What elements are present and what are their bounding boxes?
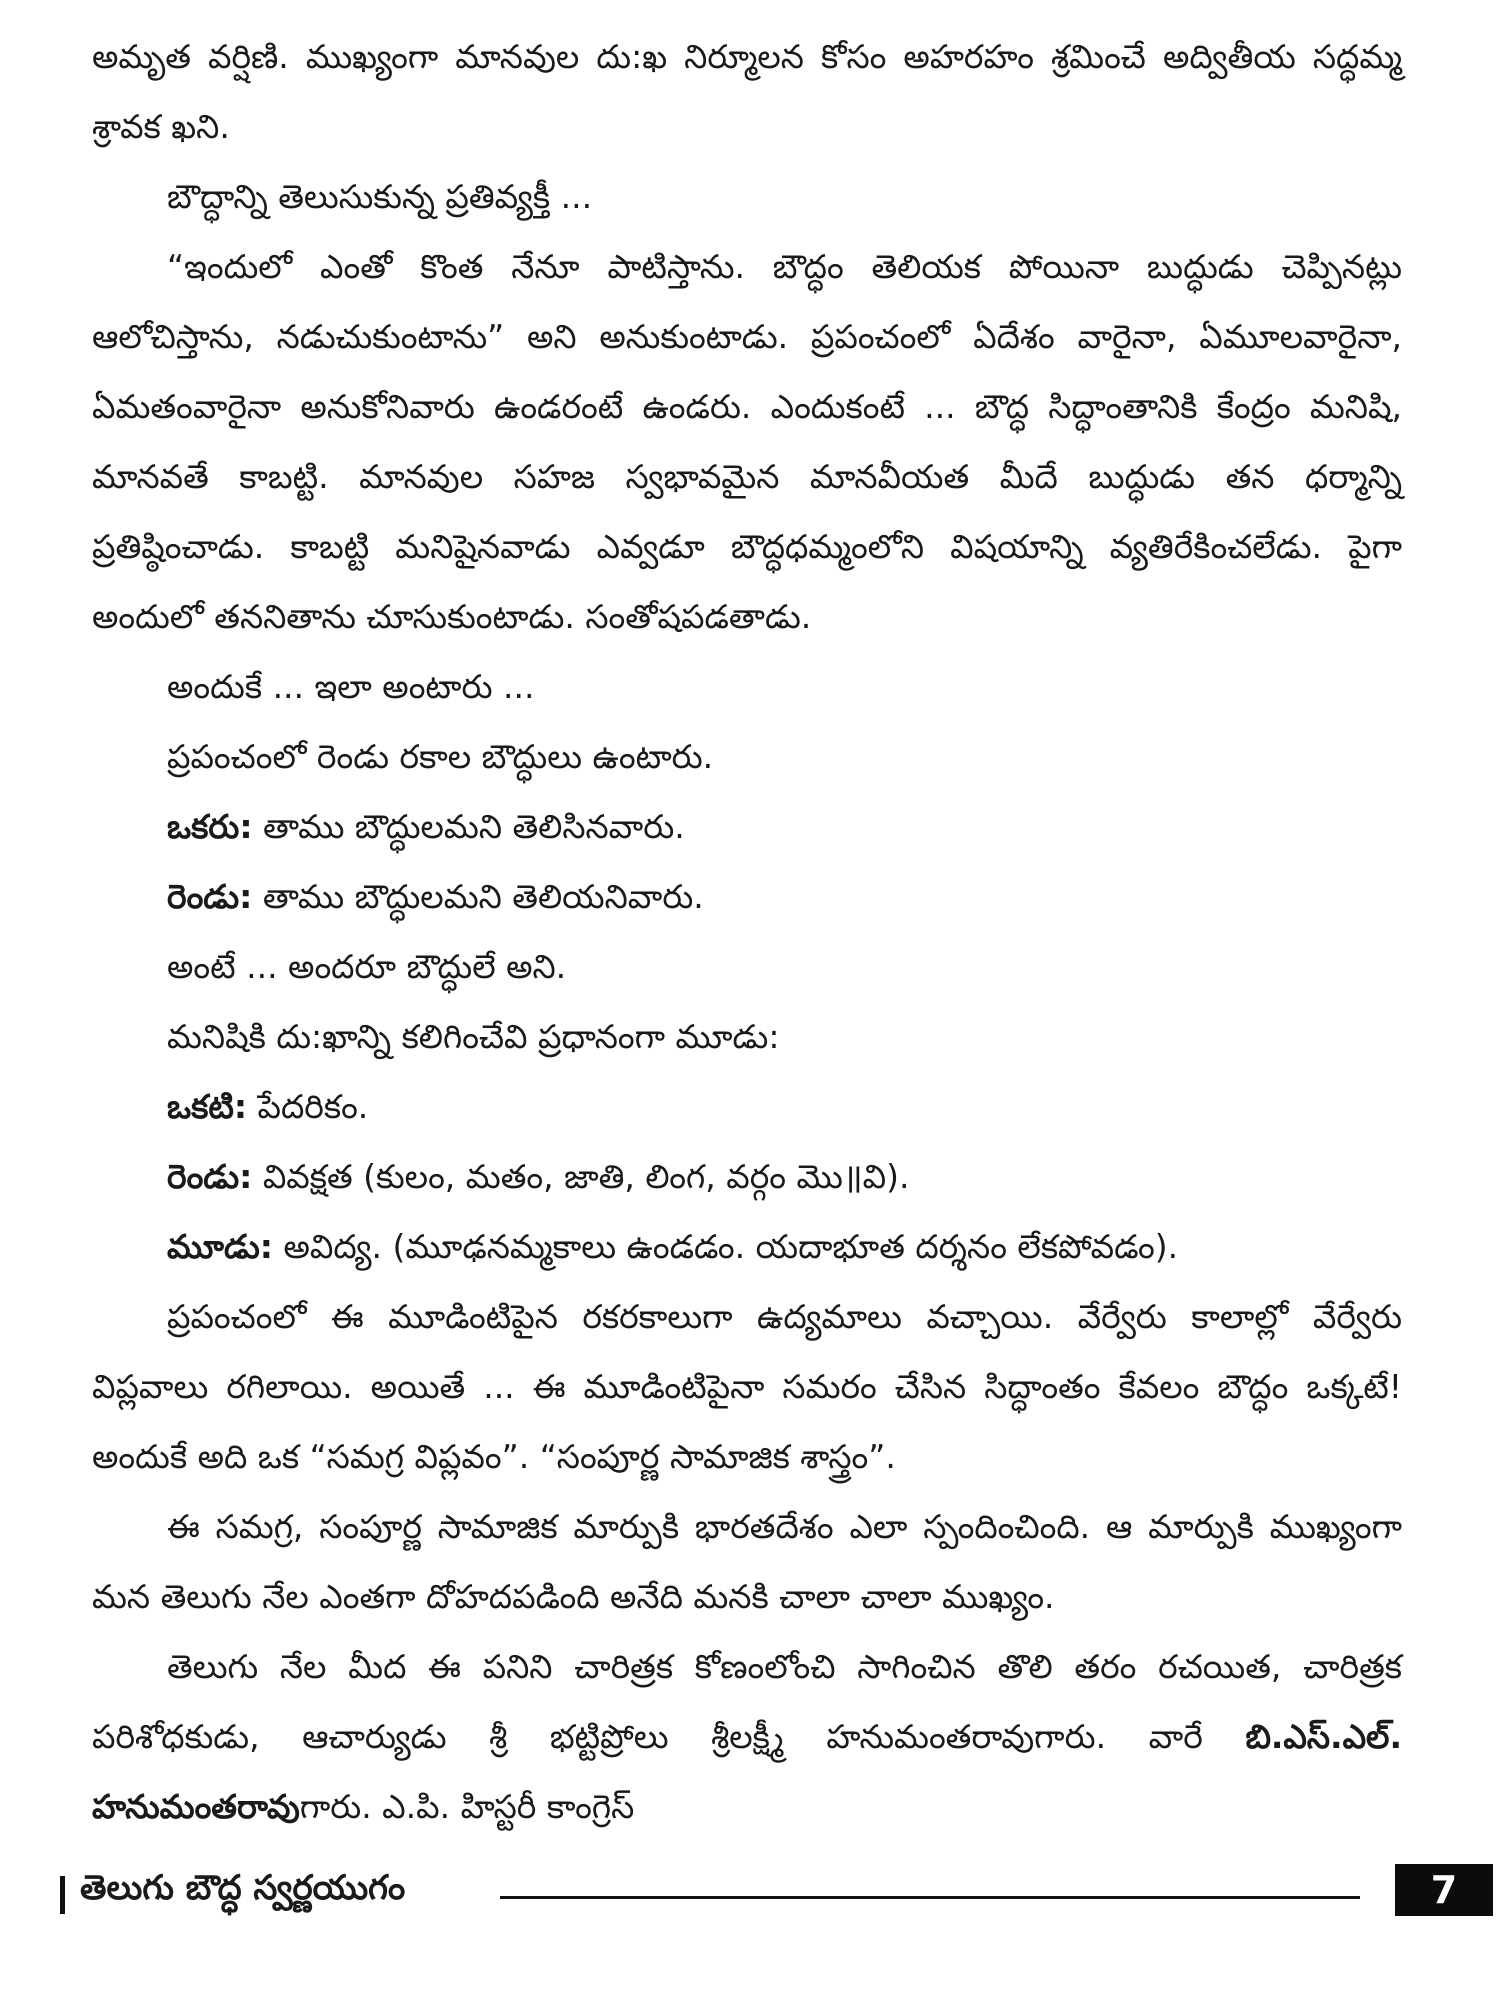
list-label: రెండు: bbox=[167, 877, 253, 916]
paragraph-2: బౌద్ధాన్ని తెలుసుకున్న ప్రతివ్యక్తీ ... bbox=[167, 177, 593, 216]
list-label: మూడు: bbox=[167, 1227, 273, 1266]
footer-bar bbox=[60, 1876, 65, 1914]
author-name: బి.ఎస్.ఎల్. హనుమంతరావు bbox=[92, 1717, 1402, 1826]
list-item-one-person: ఒకరు: తాము బౌద్ధులమని తెలిసినవారు. bbox=[167, 807, 685, 846]
list-label: రెండు: bbox=[167, 1157, 253, 1196]
list-item-poverty: ఒకటి: పేదరికం. bbox=[167, 1087, 369, 1126]
paragraph-14: ఈ సమగ్ర, సంపూర్ణ సామాజిక మార్పుకి భారతదేశం ఎలా స్పందించింది. ఆ మార్పుకి ముఖ్యంగా మన తెలుగు నేల ఎంతగా దోహదపడింది అనేది మనకి చాలా చాలా ముఖ్యం. bbox=[92, 1507, 1402, 1616]
list-item-discrimination: రెండు: వివక్షత (కులం, మతం, జాతి, లింగ, వర్గం మొ॥వి). bbox=[167, 1157, 910, 1196]
book-title: తెలుగు బౌద్ధ స్వర్ణయుగం bbox=[80, 1868, 406, 1908]
paragraph-13: ప్రపంచంలో ఈ మూడింటిపైన రకరకాలుగా ఉద్యమాలు వచ్చాయి. వేర్వేరు కాలాల్లో వేర్వేరు విప్లవాలు రగిలాయి. అయితే ... ఈ మూడింటిపైనా సమరం చేసిన సిద్ధాంతం కేవలం బౌద్ధం ఒక్కటే! అందుకే అది ఒక “సమగ్ర విప్లవం”. “సంపూర్ణ సామాజిక శాస్త్రం”. bbox=[92, 1297, 1402, 1476]
list-label: ఒకరు: bbox=[167, 807, 253, 846]
list-item-two-person: రెండు: తాము బౌద్ధులమని తెలియనివారు. bbox=[167, 877, 704, 916]
paragraph-1: అమృత వర్షిణి. ముఖ్యంగా మానవుల దు:ఖ నిర్మూలన కోసం అహరహం శ్రమించే అద్వితీయ సద్ధమ్మ శ్రావక ఖని. bbox=[92, 37, 1402, 146]
paragraph-9: మనిషికి దు:ఖాన్ని కలిగించేవి ప్రధానంగా మూడు: bbox=[167, 1017, 780, 1056]
paragraph-3: “ఇందులో ఎంతో కొంత నేనూ పాటిస్తాను. బౌద్ధం తెలియక పోయినా బుద్ధుడు చెప్పినట్లు ఆలోచిస్తాను, నడుచుకుంటాను” అని అనుకుంటాడు. ప్రపంచంలో ఏదేశం వారైనా, ఏమూలవారైనా, ఏమతంవారైనా అనుకోనివారు ఉండరంటే ఉండరు. ఎందుకంటే ... బౌద్ధ సిద్ధాంతానికి కేంద్రం మనిషి, మానవతే కాబట్టి. మానవుల సహజ స్వభావమైన మానవీయత మీదే బుద్ధుడు తన ధర్మాన్ని ప్రతిష్ఠించాడు. కాబట్టి మనిషైనవాడు ఎవ్వడూ బౌద్ధధమ్మంలోని విషయాన్ని వ్యతిరేకించలేడు. పైగా అందులో తననితాను చూసుకుంటాడు. సంతోషపడతాడు. bbox=[92, 247, 1402, 636]
page-footer bbox=[60, 1860, 1458, 1920]
footer-rule bbox=[500, 1896, 1360, 1899]
body-text bbox=[92, 22, 1402, 1842]
paragraph-4: అందుకే ... ఇలా అంటారు ... bbox=[167, 667, 535, 706]
page-number: 7 bbox=[1395, 1864, 1493, 1916]
paragraph-8: అంటే ... అందరూ బౌద్ధులే అని. bbox=[167, 947, 567, 986]
paragraph-5: ప్రపంచంలో రెండు రకాల బౌద్ధులు ఉంటారు. bbox=[167, 737, 714, 776]
list-label: ఒకటి: bbox=[167, 1087, 248, 1126]
paragraph-15: తెలుగు నేల మీద ఈ పనిని చారిత్రక కోణంలోంచి సాగించిన తొలి తరం రచయిత, చారిత్రక పరిశోధకుడు, ఆచార్యుడు శ్రీ భట్టిప్రోలు శ్రీలక్ష్మీ హనుమంతరావుగారు. వారే బి.ఎస్.ఎల్. హనుమంతరావుగారు. ఎ.పి. హిస్టరీ కాంగ్రెస్ bbox=[92, 1647, 1402, 1826]
list-item-ignorance: మూడు: అవిద్య. (మూఢనమ్మకాలు ఉండడం. యదాభూత దర్శనం లేకపోవడం). bbox=[167, 1227, 1179, 1266]
